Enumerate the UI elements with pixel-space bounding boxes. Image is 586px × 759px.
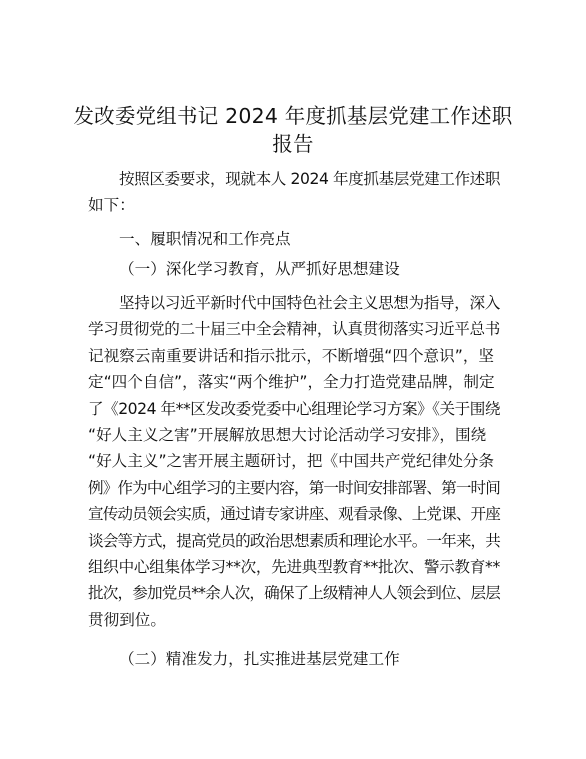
paragraph-line: 宣传动员领会实质，通过请专家讲座、观看录像、上党课、开座 [88,505,500,524]
paragraph-line: 批次，参加党员**余人次，确保了上级精神人人领会到位、层层 [88,584,500,603]
title-line-2: 报告 [272,132,314,156]
document-title [60,102,526,158]
paragraph-line: 谈会等方式，提高党员的政治思想素质和理论水平。一年来，共 [88,531,500,550]
paragraph-line: 贯彻到位。 [88,610,166,629]
paragraph-line: 定“四个自信”，落实“两个维护”，全力打造党建品牌，制定 [88,373,495,392]
paragraph-line: 记视察云南重要讲话和指示批示，不断增强“四个意识”，坚 [88,346,495,365]
paragraph-line: 例》作为中心组学习的主要内容，第一时间安排部署、第一时间 [88,478,500,497]
paragraph-line: 组织中心组集体学习**次，先进典型教育**批次、警示教育** [88,557,500,576]
subsection-heading-2: （二）精准发力，扎实推进基层党建工作 [119,650,400,668]
intro-line-1: 按照区委要求，现就本人 2024 年度抓基层党建工作述职 [119,170,500,188]
paragraph-1 [88,290,500,633]
paragraph-line: “好人主义”之害开展主题研讨，把《中国共产党纪律处分条 [88,452,495,471]
paragraph-line: 了《2024 年**区发改委党委中心组理论学习方案》《关于围绕 [88,399,500,418]
paragraph-line: 坚持以习近平新时代中国特色社会主义思想为指导，深入 [119,294,500,312]
title-line-1: 发改委党组书记 2024 年度抓基层党建工作述职 [73,104,513,128]
subsection-heading-1: （一）深化学习教育，从严抓好思想建设 [119,260,400,278]
intro-line-2: 如下： [88,196,135,214]
section-heading-1: 一、履职情况和工作亮点 [119,230,291,248]
paragraph-line: 学习贯彻党的二十届三中全会精神，认真贯彻落实习近平总书 [88,320,500,339]
paragraph-line: “好人主义之害”开展解放思想大讨论活动学习安排》，围绕 [88,425,487,444]
